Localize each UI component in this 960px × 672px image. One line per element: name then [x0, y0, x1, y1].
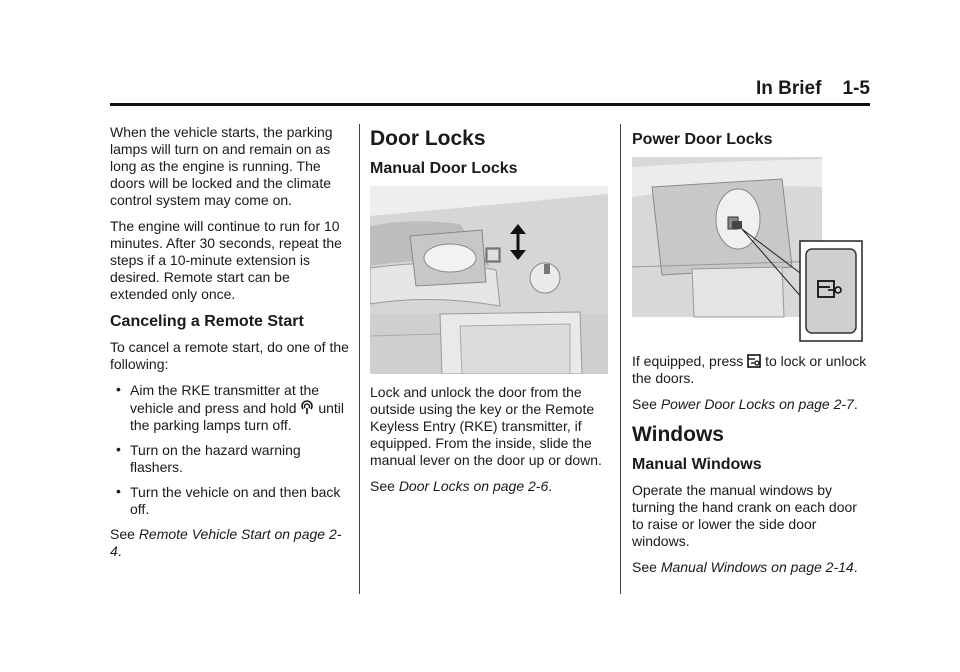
heading-manual-windows: Manual Windows [632, 456, 762, 473]
bullet-icon: • [116, 381, 121, 397]
list-item: • Turn on the hazard warning flashers. [116, 441, 301, 475]
header-rule [110, 103, 870, 106]
page-header [110, 78, 870, 104]
header-section: In Brief [755, 78, 822, 99]
cross-reference-link: Door Locks on page 2-6 [398, 478, 549, 494]
column-divider-2 [620, 124, 621, 594]
heading-door-locks: Door Locks [370, 127, 486, 150]
column-3 [632, 124, 872, 585]
see-reference: See Door Locks on page 2-6. [370, 478, 553, 494]
column-2 [370, 124, 610, 504]
bullet-icon: • [116, 483, 121, 499]
paragraph: The engine will continue to run for 10 minutes. After 30 seconds, repeat the steps if a 10-minute extension is desired. Remote start can be extended only once. [110, 218, 342, 302]
heading-manual-door-locks: Manual Door Locks [370, 160, 518, 177]
manual-door-lock-illustration [370, 186, 608, 374]
cross-reference-link: Power Door Locks on page 2-7 [660, 396, 854, 412]
power-lock-icon [747, 354, 761, 368]
paragraph: To cancel a remote start, do one of the following: [110, 339, 349, 372]
paragraph: If equipped, press to lock or unlock the doors. [632, 353, 867, 386]
header-title [756, 78, 870, 100]
cross-reference-link: Manual Windows on page 2-14 [660, 559, 854, 575]
bullet-icon: • [116, 441, 121, 457]
list-item: • Turn the vehicle on and then back off. [116, 483, 341, 517]
cross-reference-link: Remote Vehicle Start on page 2-4 [110, 526, 342, 559]
column-divider-1 [359, 124, 360, 594]
column-1 [110, 124, 350, 569]
power-door-lock-illustration [632, 157, 864, 343]
paragraph: When the vehicle starts, the parking lamps will turn on and remain on as long as the engine is running. The doors will be locked and the climate control system may come on. [110, 124, 333, 208]
see-reference: See Power Door Locks on page 2-7. [632, 396, 858, 412]
heading-power-door-locks: Power Door Locks [632, 131, 773, 148]
see-reference: See Remote Vehicle Start on page 2-4. [110, 526, 342, 559]
see-reference: See Manual Windows on page 2-14. [632, 559, 858, 575]
list-item: • Aim the RKE transmitter at the vehicle and press and hold until the parking lamps turn off. [116, 381, 345, 433]
header-page-number: 1-5 [842, 78, 870, 99]
paragraph: Lock and unlock the door from the outside using the key or the Remote Keyless Entry (RKE) transmitter, if equipped. From the inside, slide the manual lever on the door up or down. [370, 384, 602, 468]
remote-start-icon [300, 399, 314, 415]
bullet-list [110, 382, 350, 518]
heading-windows: Windows [632, 423, 724, 446]
paragraph: Operate the manual windows by turning the hand crank on each door to raise or lower the side door windows. [632, 482, 857, 549]
heading-canceling-remote-start: Canceling a Remote Start [110, 313, 304, 330]
